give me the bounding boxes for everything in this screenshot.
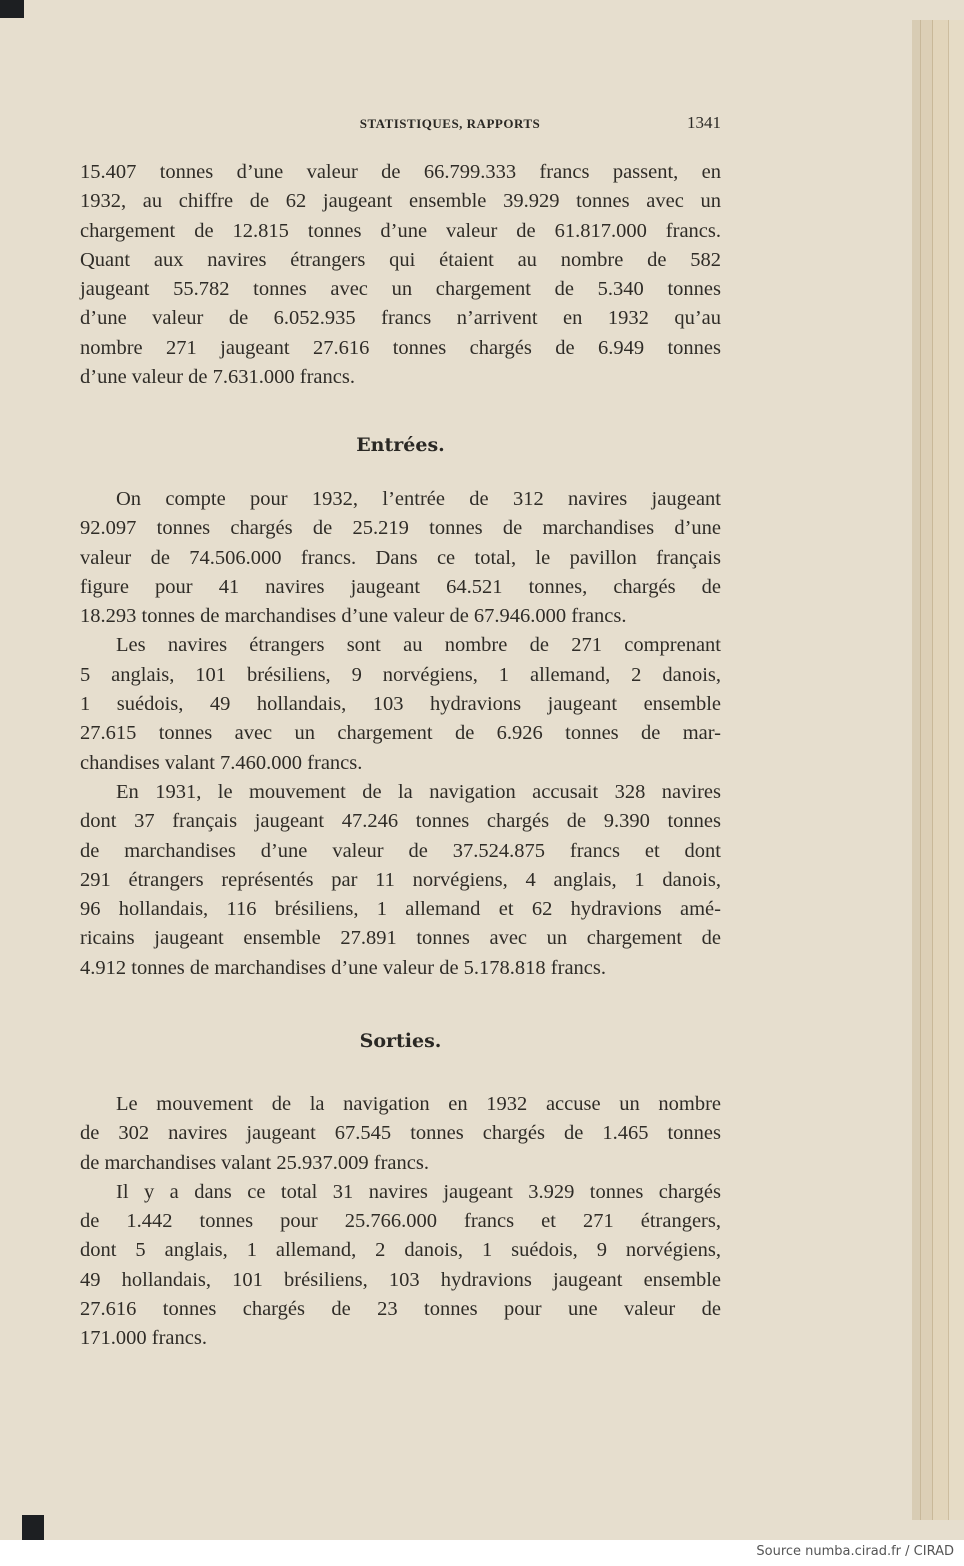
- scan-border: [0, 0, 24, 18]
- text-line: Le mouvement de la navigation en 1932 accuse un nombre: [116, 1093, 721, 1115]
- page-edge: [932, 20, 949, 1520]
- text-line: chargement de 12.815 tonnes d’une valeur de 61.817.000 francs.: [80, 219, 721, 242]
- text-line: 1932, au chiffre de 62 jaugeant ensemble 39.929 tonnes avec un: [80, 190, 721, 213]
- text-line: 27.615 tonnes avec un chargement de 6.926 tonnes de mar-: [80, 722, 721, 745]
- text-line: En 1931, le mouvement de la navigation accusait 328 navires: [116, 780, 721, 803]
- text-line: 291 étrangers représentés par 11 norvégiens, 4 anglais, 1 danois,: [80, 868, 721, 891]
- running-title: STATISTIQUES, RAPPORTS: [359, 116, 541, 131]
- text-line: On compte pour 1932, l’entrée de 312 navires jaugeant: [116, 488, 721, 510]
- text-line: Il y a dans ce total 31 navires jaugeant 3.929 tonnes chargés: [116, 1180, 721, 1203]
- text-line: 96 hollandais, 116 brésiliens, 1 allemand et 62 hydravions amé-: [80, 898, 721, 921]
- page-edge: [912, 20, 920, 1520]
- section-heading-sorties: Sorties.: [359, 1030, 442, 1052]
- text-line: 49 hollandais, 101 brésiliens, 103 hydravions jaugeant ensemble: [80, 1268, 721, 1291]
- text-line: dont 37 français jaugeant 47.246 tonnes chargés de 9.390 tonnes: [80, 810, 721, 833]
- sorties-text: [80, 1090, 721, 1354]
- paragraph: [80, 778, 721, 983]
- text-line: Les navires étrangers sont au nombre de 271 comprenant: [116, 634, 721, 657]
- text-line: d’une valeur de 6.052.935 francs n’arrivent en 1932 qu’au: [80, 307, 721, 330]
- text-line: de 1.442 tonnes pour 25.766.000 francs et 271 étrangers,: [80, 1210, 721, 1233]
- intro-text: [80, 158, 721, 392]
- text-line: d’une valeur de 7.631.000 francs.: [80, 366, 355, 389]
- page-number: 1341: [687, 113, 721, 132]
- paragraph: [80, 1178, 721, 1354]
- page-edge: [948, 20, 964, 1520]
- text-line: Quant aux navires étrangers qui étaient au nombre de 582: [80, 248, 721, 271]
- text-line: nombre 271 jaugeant 27.616 tonnes chargés de 6.949 tonnes: [80, 336, 721, 359]
- text-line: 27.616 tonnes chargés de 23 tonnes pour une valeur de: [80, 1298, 721, 1321]
- text-line: 4.912 tonnes de marchandises d’une valeur de 5.178.818 francs.: [80, 956, 607, 979]
- paragraph: [80, 485, 721, 631]
- section-heading-entrees: Entrées.: [356, 434, 445, 456]
- text-line: dont 5 anglais, 1 allemand, 2 danois, 1 suédois, 9 norvégiens,: [80, 1239, 721, 1262]
- text-line: 15.407 tonnes d’une valeur de 66.799.333 francs passent, en: [80, 161, 721, 183]
- text-line: jaugeant 55.782 tonnes avec un chargement de 5.340 tonnes: [80, 278, 721, 301]
- text-line: ricains jaugeant ensemble 27.891 tonnes avec un chargement de: [80, 927, 721, 950]
- paragraph: [80, 631, 721, 777]
- paragraph: [80, 158, 721, 392]
- page-header: [80, 113, 721, 136]
- source-credit: Source numba.cirad.fr / CIRAD: [756, 1544, 954, 1559]
- text-line: figure pour 41 navires jaugeant 64.521 tonnes, chargés de: [80, 575, 721, 598]
- text-line: 171.000 francs.: [80, 1327, 207, 1350]
- text-line: de marchandises valant 25.937.009 francs.: [80, 1151, 429, 1174]
- text-line: 5 anglais, 101 brésiliens, 9 norvégiens, 1 allemand, 2 danois,: [80, 663, 721, 686]
- text-line: 18.293 tonnes de marchandises d’une valeur de 67.946.000 francs.: [80, 605, 627, 628]
- entrees-text: [80, 485, 721, 983]
- text-line: de marchandises d’une valeur de 37.524.875 francs et dont: [80, 839, 721, 862]
- text-line: valeur de 74.506.000 francs. Dans ce total, le pavillon français: [80, 546, 721, 569]
- paragraph: [80, 1090, 721, 1178]
- text-line: de 302 navires jaugeant 67.545 tonnes chargés de 1.465 tonnes: [80, 1122, 721, 1145]
- text-line: 1 suédois, 49 hollandais, 103 hydravions jaugeant ensemble: [80, 693, 721, 716]
- scan-border: [22, 1515, 44, 1540]
- text-line: chandises valant 7.460.000 francs.: [80, 751, 363, 774]
- text-line: 92.097 tonnes chargés de 25.219 tonnes de marchandises d’une: [80, 517, 721, 540]
